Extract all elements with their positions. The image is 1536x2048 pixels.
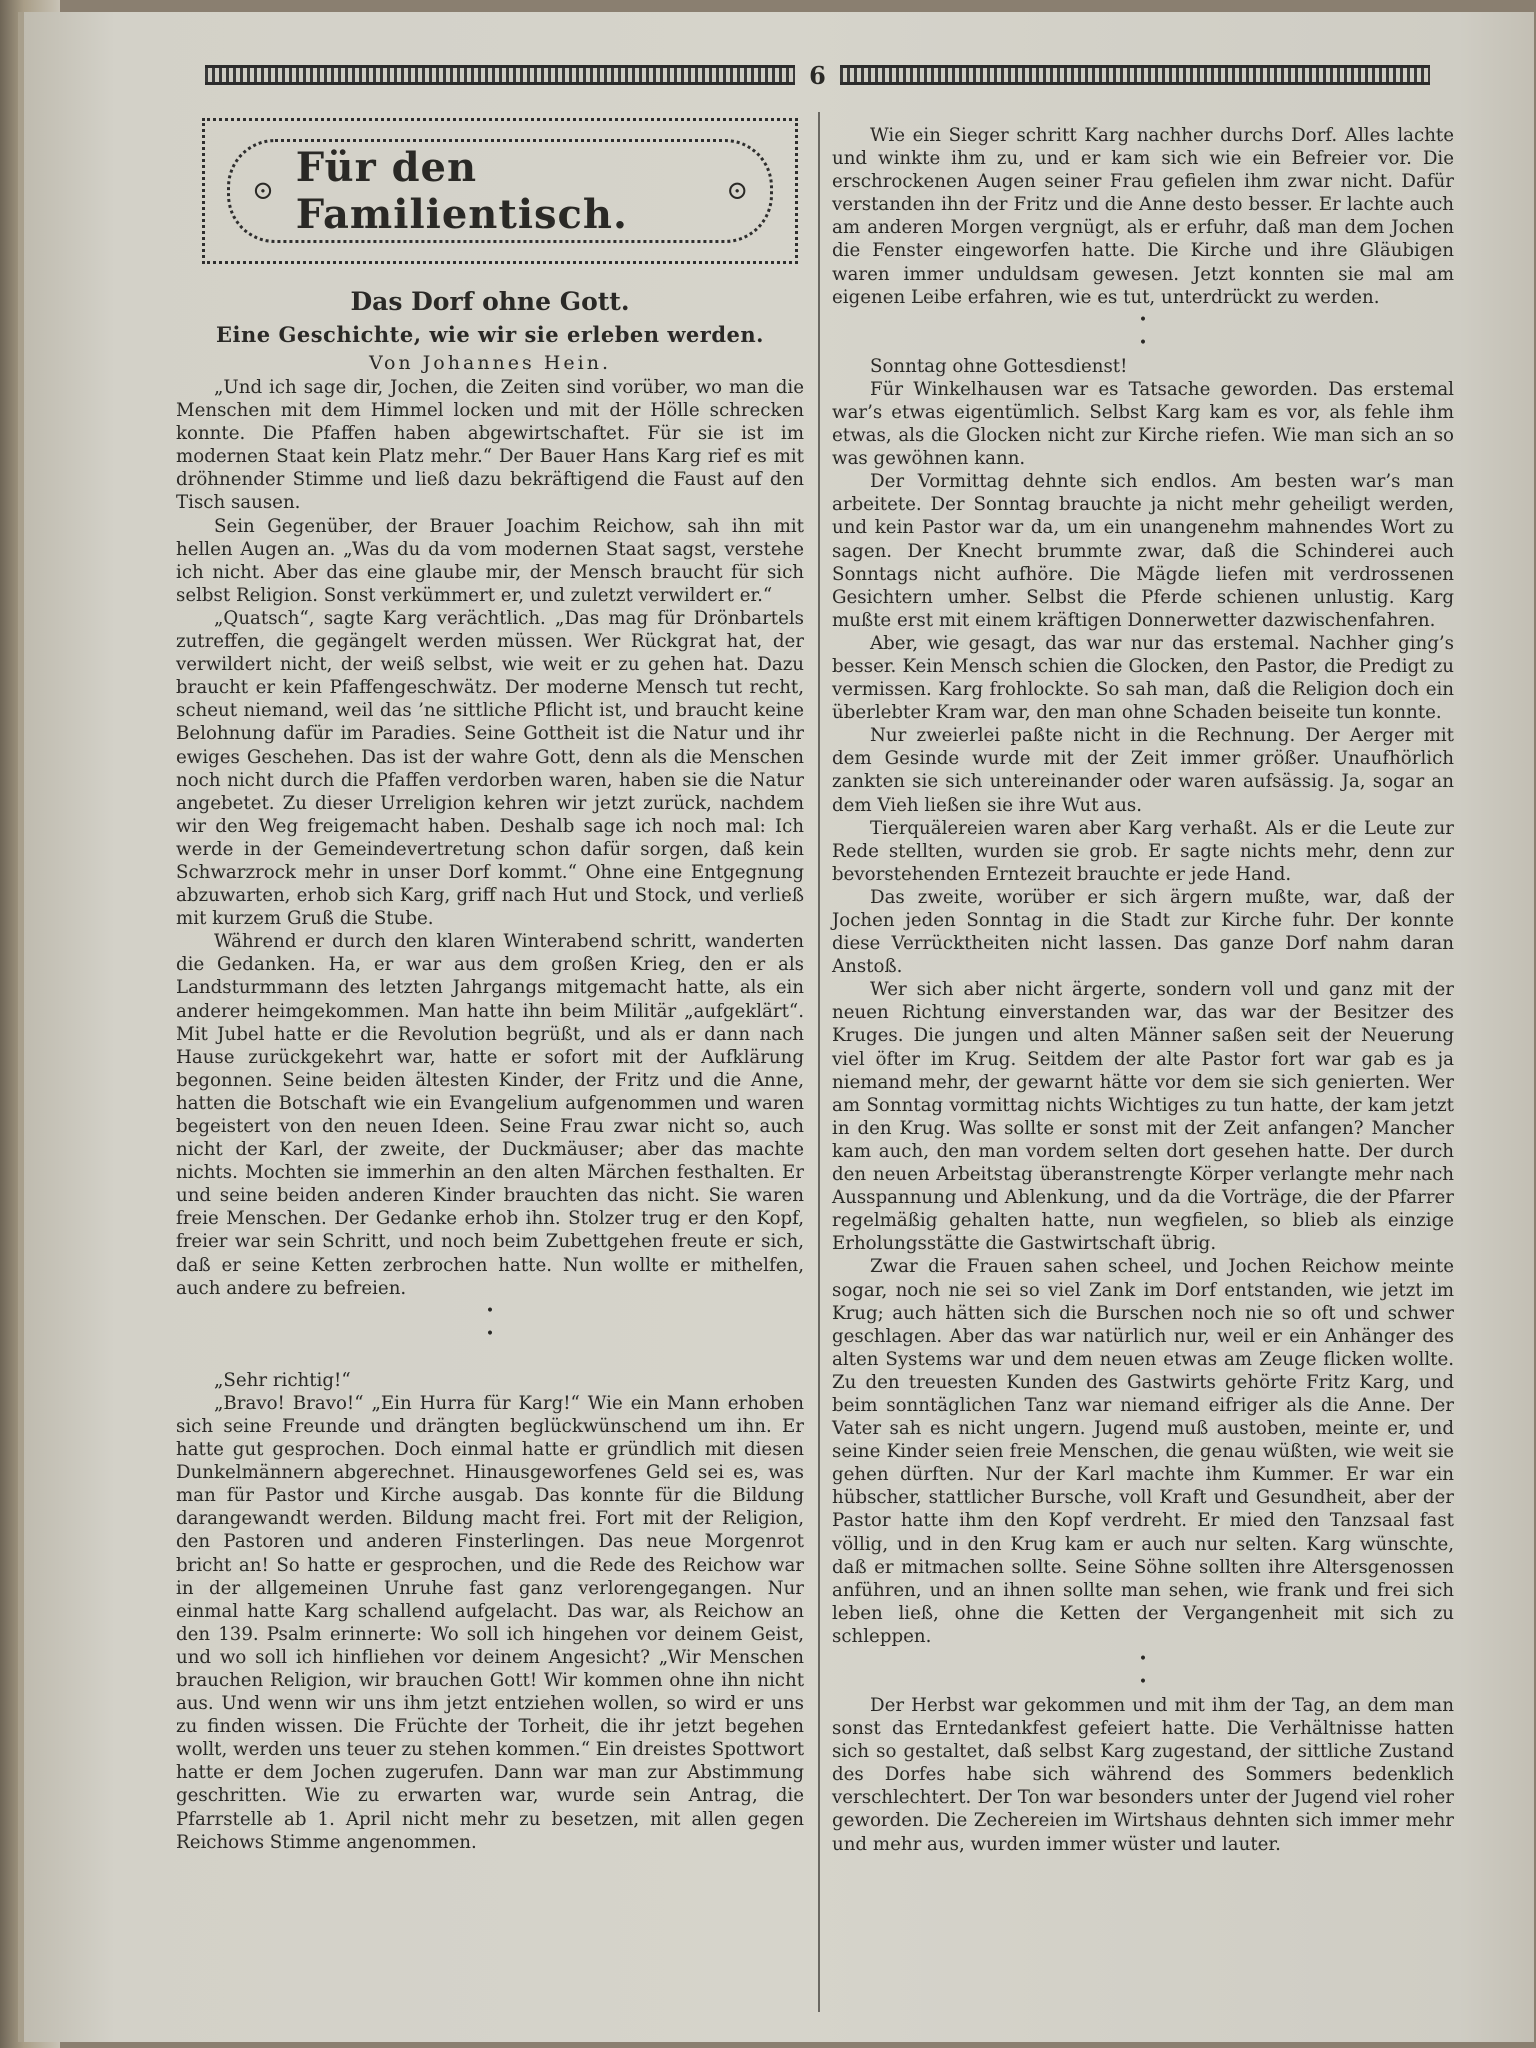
article-title: Das Dorf ohne Gott. [350,287,630,316]
paragraph: Während er durch den klaren Winterabend schritt, wanderten die Gedanken. Ha, er war aus dem großen Krieg, den er als Landsturmmann des letzten Jahrgangs mitgemacht hatte, als ein anderer heimgekommen. Man hatte ihn beim Militär „aufgeklärt“. Mit Jubel hatte er die Revolution begrüßt, und als er dann nach Hause zurückgekehrt war, hatte er sofort mit der Aufklärung begonnen. Seine beiden ältesten Kinder, der Fritz und die Anne, hatten die Botschaft wie ein Evangelium aufgenommen und waren begeistert von den neuen Ideen. Seine Frau zwar nicht so, auch nicht der Karl, der zweite, der Duckmäuser; aber das machte nichts. Mochten sie immerhin an den alten Märchen festhalten. Er und seine beiden anderen Kinder brauchten das nicht. Sie waren freie Menschen. Der Gedanke erhob ihn. Stolzer trug er den Kopf, freier war sein Schritt, und noch beim Zubettgehen freute er sich, daß er seine Ketten zerbrochen hatte. Nun wollte er mithelfen, auch andere zu befreien. [176,931,804,1299]
section-break-star: • [1138,1651,1148,1667]
section-break-star: • [1138,1674,1148,1690]
paragraph: Sonntag ohne Gottesdienst! [870,355,1128,377]
paragraph: „Sehr richtig!“ [214,1369,351,1391]
section-break-star: • [1138,311,1148,328]
paragraph: Das zweite, worüber er sich ärgern mußte, war, daß der Jochen jeden Sonntag in die Stadt zur Kirche fuhr. Der konnte diese Verrücktheiten nicht lassen. Das ganze Dorf nahm daran Anstoß. [832,886,1454,978]
header-ornament-rule-right [840,65,1430,85]
paragraph: „Und ich sage dir, Jochen, die Zeiten sind vorüber, wo man die Menschen mit dem Himmel locken und mit der Hölle schrecken konnte. Die Pfaffen haben abgewirtschaftet. Für sie ist im modernen Staat kein Platz mehr.“ Der Bauer Hans Karg rief es mit dröhnender Stimme und ließ dazu bekräftigend die Faust auf den Tisch sausen. [176,377,804,514]
section-break-star: • [485,1325,495,1342]
section-break-star: • [1138,334,1148,351]
paragraph: Der Herbst war gekommen und mit ihm der Tag, an dem man sonst das Erntedankfest gefeiert hatte. Die Verhältnisse hatten sich so gestaltet, daß selbst Karg zugestand, der sittliche Zustand des Dorfes habe sich während des Sommers bedenklich verschlechtert. Der Ton war besonders unter der Jugend viel roher geworden. Die Zechereien im Wirtshaus dehnten sich immer mehr und mehr aus, wurden immer wüster und lauter. [832,1695,1454,1855]
paragraph: Der Vormittag dehnte sich endlos. Am besten war’s man arbeitete. Der Sonntag brauchte ja nicht mehr geheiligt werden, und kein Pastor war da, um ein unangenehm mahnendes Wort zu sagen. Der Knecht brummte zwar, daß die Schinderei auch Sonntags nicht aufhöre. Die Mägde liefen mit verdrossenen Gesichtern umher. Selbst die Pferde schienen unlustig. Karg mußte erst mit einem kräftigen Donnerwetter dazwischenfahren. [832,471,1454,631]
page-number: 6 [809,60,826,90]
paragraph: Sein Gegenüber, der Brauer Joachim Reichow, sah ihn mit hellen Augen an. „Was du da vom modernen Staat sagst, verstehe ich nicht. Aber das eine glaube mir, der Mensch braucht für sich selbst Religion. Sonst verkümmert er, und zuletzt verwildert er.“ [176,515,804,606]
paragraph: Für Winkelhausen war es Tatsache geworden. Das erstemal war’s etwas eigentümlich. Selbst Karg kam es vor, als fehle ihm etwas, als die Glocken nicht zur Kirche riefen. Wie man sich an so was gewöhnen kann. [832,378,1454,470]
article-subtitle: Eine Geschichte, wie wir sie erleben werden. [216,322,764,347]
running-header [205,62,1430,88]
section-title-box [202,118,798,264]
ornament-icon: ⊙ [252,176,274,206]
column-divider [818,112,820,2012]
paragraph: „Quatsch“, sagte Karg verächtlich. „Das mag für Drönbartels zutreffen, die gegängelt werden müssen. Wer Rückgrat hat, der verwildert nicht, der weiß selbst, wie weit er zu gehen hat. Dazu braucht er kein Pfaffengeschwätz. Der moderne Mensch tut recht, scheut niemand, weil das ’ne sittliche Pflicht ist, und braucht keine Belohnung dafür im Paradies. Seine Gottheit ist die Natur und ihr ewiges Geschehen. Das ist der wahre Gott, denn als die Menschen noch nicht durch die Pfaffen verdorben waren, haben sie die Natur angebetet. Zu dieser Urreligion kehren wir jetzt zurück, nachdem wir den Weg freigemacht haben. Deshalb sage ich noch mal: Ich werde in der Gemeindevertretung schon dafür sorgen, daß kein Schwarzrock mehr in unser Dorf kommt.“ Ohne eine Entgegnung abzuwarten, erhob sich Karg, griff nach Hut und Stock, und verließ mit kurzem Gruß die Stube. [176,607,804,930]
paragraph: Wie ein Sieger schritt Karg nachher durchs Dorf. Alles lachte und winkte ihm zu, und er kam sich wie ein Befreier vor. Die erschrockenen Augen seiner Frau gefielen ihm zwar nicht. Dafür verstanden ihn der Fritz und die Anne desto besser. Er lachte auch am anderen Morgen vergnügt, als er erfuhr, daß man dem Jochen die Fenster eingeworfen hatte. Die Kirche und ihre Gläubigen waren immer unduldsam gewesen. Jetzt konnten sie mal am eigenen Leibe erfahren, wie es tut, unterdrückt zu werden. [832,125,1454,308]
column-left [176,286,804,1854]
paragraph: Aber, wie gesagt, das war nur das erstemal. Nachher ging’s besser. Kein Mensch schien die Glocken, den Pastor, die Predigt zu vermissen. Karg frohlockte. So sah man, daß die Religion doch ein überlebter Kram war, den man ohne Schaden beiseite tun konnte. [832,632,1454,724]
section-title: Für den Familientisch. [295,144,628,238]
paragraph: Zwar die Frauen sahen scheel, und Jochen Reichow meinte sogar, noch nie sei so viel Zank im Dorf entstanden, wie jetzt im Krug; auch hätten sich die Burschen noch nie so oft und schwer geschlagen. Aber das war natürlich nur, weil er ein Anhänger des alten Systems war und dem neuen etwas am Zeuge flicken wollte. Zu den treuesten Kunden des Gastwirts gehörte Fritz Karg, und beim sonntäglichen Tanz war niemand eifriger als die Anne. Der Vater sah es nicht ungern. Jugend muß austoben, meinte er, und seine Kinder seien freie Menschen, die genau wüßten, wie weit sie gehen dürften. Nur der Karl machte ihm Kummer. Er war ein hübscher, stattlicher Bursche, voll Kraft und Gesundheit, aber der Pastor hatte ihm den Kopf verdreht. Er mied den Tanzsaal fast völlig, und in den Krug kam er auch nur selten. Karg wünschte, daß er mitmachen sollte. Seine Söhne sollten ihre Altersgenossen anführen, und an ihnen sollte man sehen, wie frank und frei sich leben ließ, ohne die Ketten der Vergangenheit mit sich zu schleppen. [832,1256,1454,1647]
header-ornament-rule-left [205,65,795,85]
ornament-icon: ⊙ [726,176,748,206]
paragraph: „Bravo! Bravo!“ „Ein Hurra für Karg!“ Wie ein Mann erhoben sich seine Freunde und drängten beglückwünschend um ihn. Er hatte gut gesprochen. Doch einmal hatte er gründlich mit diesen Dunkelmännern abgerechnet. Hinausgeworfenes Geld sei es, was man für Pastor und Kirche ausgab. Das konnte für die Bildung darangewandt werden. Bildung macht frei. Fort mit der Religion, den Pastoren und anderen Finsterlingen. Das neue Morgenrot bricht an! So hatte er gesprochen, und die Rede des Reichow war in der allgemeinen Unruhe fast ganz verlorengegangen. Nur einmal hatte Karg schallend aufgelacht. Das war, als Reichow an den 139. Psalm erinnerte: Wo soll ich hingehen vor deinem Geist, und wo soll ich hinfliehen vor deinem Angesicht? „Wir Menschen brauchen Religion, wir brauchen Gott! Wir kommen ohne ihn nicht aus. Und wenn wir uns ihm jetzt entziehen wollen, so wird er uns zu finden wissen. Die Früchte der Torheit, die ihr jetzt begehen wollt, werden uns teuer zu stehen kommen.“ Ein dreistes Spottwort hatte er dem Jochen zugerufen. Dann war man zur Abstimmung geschritten. Wie zu erwarten war, wurde sein Antrag, die Pfarrstelle ab 1. April nicht mehr zu besetzen, mit allen gegen Reichows Stimme angenommen. [176,1392,804,1853]
section-title-frame [227,139,773,243]
paragraph: Tierquälereien waren aber Karg verhaßt. Als er die Leute zur Rede stellten, wurden sie grob. Er sagte nichts mehr, denn zur bevorstehenden Erntezeit brauchte er jede Hand. [832,817,1454,885]
article-author: Von Johannes Hein. [369,352,611,374]
column-right [832,124,1454,1856]
paragraph: Wer sich aber nicht ärgerte, sondern voll und ganz mit der neuen Richtung einverstanden war, das war der Besitzer des Kruges. Die jungen und alten Männer saßen seit der Neuerung viel öfter im Krug. Seitdem der alte Pastor fort war gab es ja niemand mehr, der gewarnt hätte vor dem sie sich genierten. Wer am Sonntag vormittag nichts Wichtiges zu tun hatte, der kam jetzt in den Krug. Was sollte er sonst mit der Zeit anfangen? Mancher kam auch, den man vordem selten dort gesehen hatte. Der durch den neuen Arbeitstag überanstrengte Körper verlangte mehr nach Ausspannung und Ablenkung, und da die Vorträge, die der Pfarrer regelmäßig gehalten hatte, nun wegfielen, so blieb als einzige Erholungsstätte die Gastwirtschaft übrig. [832,979,1454,1255]
paragraph: Nur zweierlei paßte nicht in die Rechnung. Der Aerger mit dem Gesinde wurde mit der Zeit immer größer. Unaufhörlich zankten sie sich untereinander oder waren aufsässig. Ja, sogar an dem Vieh ließen sie ihre Wut aus. [832,725,1454,816]
section-break-star: • [485,1302,495,1319]
